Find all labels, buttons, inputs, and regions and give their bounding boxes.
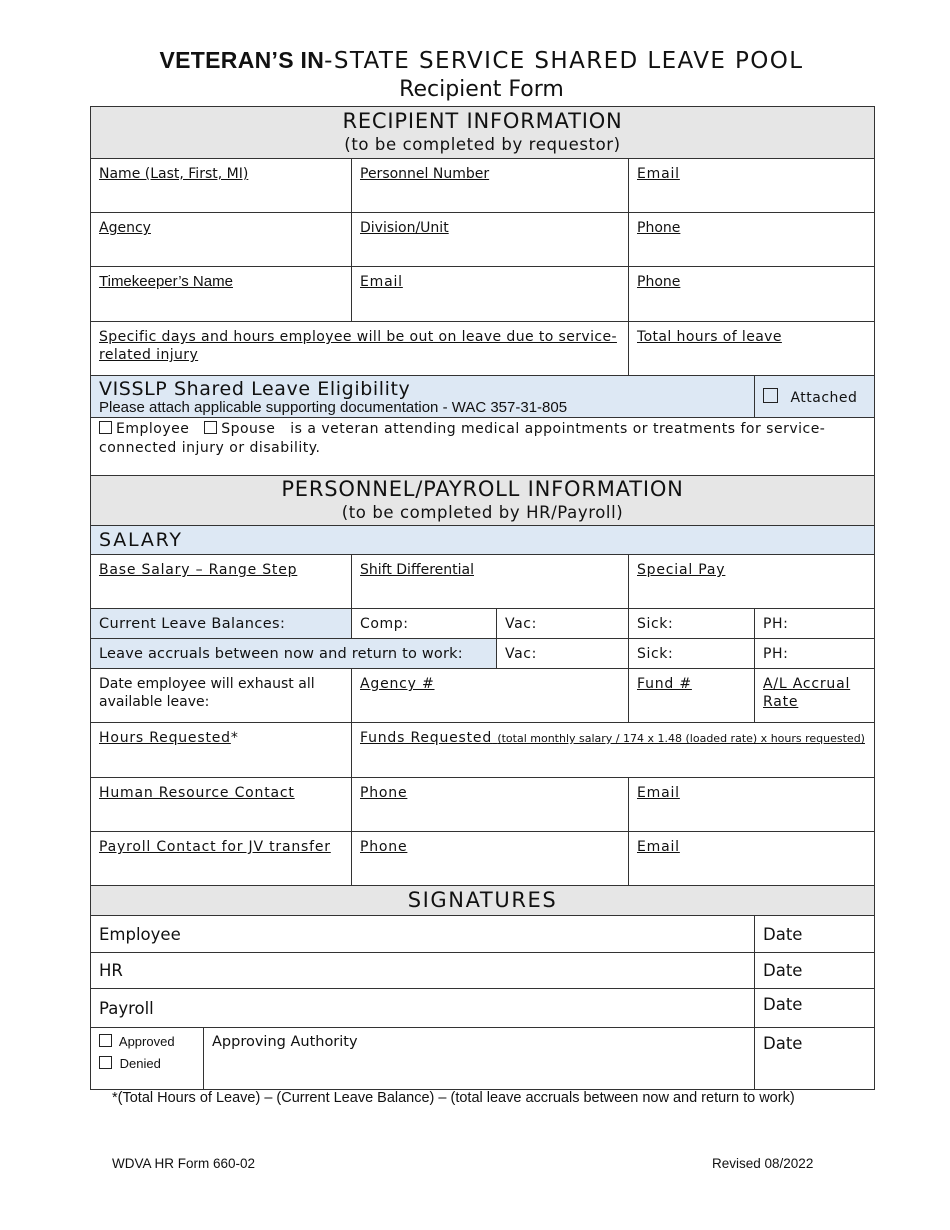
payroll-signature-field[interactable]: Payroll: [91, 989, 755, 1028]
hr-phone-field[interactable]: [352, 778, 629, 832]
form-title: [0, 47, 950, 74]
phone-field[interactable]: [629, 213, 875, 267]
hours-requested-asterisk: *: [230, 730, 239, 746]
denied-label: Denied: [119, 1056, 161, 1071]
recipient-heading: RECIPIENT INFORMATION: [342, 109, 623, 133]
email-field[interactable]: [629, 159, 875, 213]
recipient-subheading: (to be completed by requestor): [344, 135, 621, 154]
total-hours-label: Total hours of leave: [637, 329, 782, 345]
hr-contact-field[interactable]: [91, 778, 352, 832]
accrual-vac-field[interactable]: Vac:: [497, 639, 629, 669]
timekeeper-label: Timekeeper’s Name: [99, 273, 233, 290]
specific-days-label: Specific days and hours employee will be out on leave due to service-related injury: [99, 329, 617, 363]
timekeeper-phone-label: Phone: [637, 274, 681, 290]
payroll-email-field[interactable]: [629, 832, 875, 886]
employee-signature-field[interactable]: Employee: [91, 916, 755, 953]
payroll-section-header: [91, 476, 875, 526]
payroll-contact-field[interactable]: [91, 832, 352, 886]
spouse-option-label: Spouse: [221, 421, 276, 437]
funds-formula: (total monthly salary / 174 x 1.48 (loaded rate) x hours requested): [497, 732, 865, 745]
timekeeper-field[interactable]: [91, 267, 352, 322]
accrual-sick-field[interactable]: Sick:: [629, 639, 755, 669]
comp-field[interactable]: Comp:: [352, 609, 497, 639]
special-pay-field[interactable]: [629, 555, 875, 609]
personnel-number-label: Personnel Number: [360, 166, 490, 182]
approved-label: Approved: [118, 1034, 175, 1049]
shift-differential-field[interactable]: [352, 555, 629, 609]
ph-field[interactable]: PH:: [755, 609, 875, 639]
form-id: WDVA HR Form 660-02: [112, 1156, 256, 1171]
exhaust-date-label: Date employee will exhaust all available leave:: [99, 676, 315, 710]
eligibility-title: VISSLP Shared Leave Eligibility: [99, 378, 411, 400]
personnel-number-field[interactable]: [352, 159, 629, 213]
agency-number-field[interactable]: [352, 669, 629, 723]
payroll-date-field[interactable]: Date: [755, 989, 875, 1028]
form-title-rest: -STATE SERVICE SHARED LEAVE POOL: [324, 48, 804, 74]
hr-email-field[interactable]: [629, 778, 875, 832]
footnote: *(Total Hours of Leave) – (Current Leave Balance) – (total leave accruals between now and return to work): [112, 1090, 795, 1106]
veteran-statement-text: is a veteran attending medical appointments or treatments for service-connected injury or disability.: [99, 421, 826, 456]
shift-differential-label: Shift Differential: [360, 562, 474, 578]
payroll-subheading: (to be completed by HR/Payroll): [341, 503, 624, 522]
fund-number-field[interactable]: [629, 669, 755, 723]
approving-date-field[interactable]: Date: [755, 1028, 875, 1090]
timekeeper-email-label: Email: [360, 274, 403, 290]
payroll-email-label: Email: [637, 839, 680, 855]
employee-checkbox[interactable]: [99, 421, 112, 434]
fund-number-label: Fund #: [637, 676, 692, 692]
vac-field[interactable]: Vac:: [497, 609, 629, 639]
payroll-heading: PERSONNEL/PAYROLL INFORMATION: [281, 477, 684, 501]
attached-checkbox[interactable]: [763, 388, 778, 403]
accruals-label: Leave accruals between now and return to work:: [91, 639, 497, 669]
form-title-bold: VETERAN’S IN: [159, 47, 325, 73]
eligibility-header: [91, 376, 755, 418]
payroll-contact-label: Payroll Contact for JV transfer: [99, 839, 331, 855]
payroll-phone-label: Phone: [360, 839, 408, 855]
spouse-checkbox[interactable]: [204, 421, 217, 434]
hr-date-field[interactable]: Date: [755, 953, 875, 989]
form-subtitle: Recipient Form: [399, 77, 564, 102]
division-field[interactable]: [352, 213, 629, 267]
funds-requested-label: Funds Requested: [360, 730, 493, 746]
al-accrual-label: A/L Accrual Rate: [763, 676, 851, 710]
exhaust-date-field[interactable]: [91, 669, 352, 723]
payroll-phone-field[interactable]: [352, 832, 629, 886]
approval-options: [91, 1028, 204, 1090]
email-label: Email: [637, 166, 680, 182]
recipient-section-header: [91, 107, 875, 159]
sick-field[interactable]: Sick:: [629, 609, 755, 639]
attached-label: Attached: [790, 389, 858, 406]
current-balances-label: Current Leave Balances:: [91, 609, 352, 639]
name-label: Name (Last, First, MI): [99, 166, 249, 182]
base-salary-field[interactable]: [91, 555, 352, 609]
hr-signature-field[interactable]: HR: [91, 953, 755, 989]
employee-date-field[interactable]: Date: [755, 916, 875, 953]
hr-phone-label: Phone: [360, 785, 408, 801]
funds-requested-field[interactable]: [352, 723, 875, 778]
special-pay-label: Special Pay: [637, 562, 726, 578]
employee-option-label: Employee: [116, 421, 190, 437]
name-field[interactable]: [91, 159, 352, 213]
signatures-header: [91, 886, 875, 916]
timekeeper-phone-field[interactable]: [629, 267, 875, 322]
eligibility-subtitle: Please attach applicable supporting documentation - WAC 357-31-805: [99, 399, 568, 416]
timekeeper-email-field[interactable]: [352, 267, 629, 322]
accrual-ph-field[interactable]: PH:: [755, 639, 875, 669]
signatures-heading: SIGNATURES: [407, 888, 558, 912]
hours-requested-field[interactable]: [91, 723, 352, 778]
salary-header: SALARY: [91, 526, 875, 555]
total-hours-field[interactable]: [629, 322, 875, 376]
veteran-statement: [91, 418, 875, 476]
approved-checkbox[interactable]: [99, 1034, 112, 1047]
phone-label: Phone: [637, 220, 681, 236]
base-salary-label: Base Salary – Range Step: [99, 562, 298, 578]
agency-label: Agency: [99, 220, 151, 236]
denied-checkbox[interactable]: [99, 1056, 112, 1069]
al-accrual-field[interactable]: [755, 669, 875, 723]
revised-date: Revised 08/2022: [712, 1156, 814, 1171]
hours-requested-label: Hours Requested: [99, 730, 231, 746]
recipient-form-table: [90, 106, 875, 1090]
agency-field[interactable]: [91, 213, 352, 267]
attached-checkbox-cell[interactable]: [755, 376, 875, 418]
approving-authority-field[interactable]: Approving Authority: [204, 1028, 755, 1090]
specific-days-field[interactable]: [91, 322, 629, 376]
hr-email-label: Email: [637, 785, 680, 801]
hr-contact-label: Human Resource Contact: [99, 785, 295, 801]
division-label: Division/Unit: [360, 220, 449, 236]
agency-number-label: Agency #: [360, 676, 435, 692]
